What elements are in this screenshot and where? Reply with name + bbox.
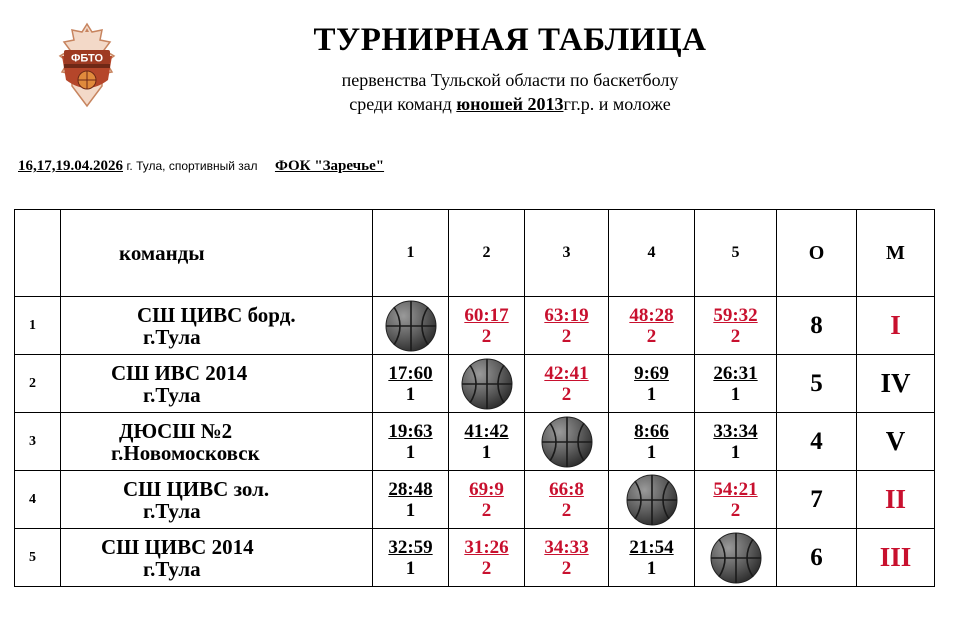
match-points: 1 <box>646 557 657 579</box>
match-points: 1 <box>646 383 657 405</box>
row-number: 1 <box>15 297 61 355</box>
match-score: 32:59 <box>388 536 433 558</box>
match-points: 1 <box>405 441 416 463</box>
match-result-cell <box>449 413 525 471</box>
match-result-cell <box>373 355 449 413</box>
event-venue: ФОК "Заречье" <box>274 158 385 174</box>
subtitle-age-group: юношей 2013 <box>456 94 564 114</box>
match-result-cell <box>695 471 777 529</box>
subtitle-prefix: среди команд <box>349 94 452 114</box>
match-points: 2 <box>481 325 492 347</box>
match-result-cell <box>695 297 777 355</box>
match-points: 2 <box>481 499 492 521</box>
table-row <box>15 413 935 471</box>
team-city: г.Тула <box>143 382 201 407</box>
header-teams: команды <box>61 210 373 297</box>
team-name: СШ ЦИВС 2014 <box>101 534 254 559</box>
final-place: II <box>857 471 935 529</box>
total-points: 8 <box>777 297 857 355</box>
table-row <box>15 529 935 587</box>
match-points: 1 <box>481 441 492 463</box>
match-result-cell <box>525 529 609 587</box>
self-match-cell <box>609 471 695 529</box>
team-name: СШ ЦИВС борд. <box>137 302 296 327</box>
basketball-icon <box>540 415 594 469</box>
match-result-cell <box>525 471 609 529</box>
match-score: 19:63 <box>388 420 433 442</box>
match-score: 31:26 <box>464 536 509 558</box>
match-points: 2 <box>561 383 572 405</box>
match-result-cell <box>373 413 449 471</box>
match-score: 48:28 <box>629 304 674 326</box>
match-score: 8:66 <box>634 420 669 442</box>
match-score: 21:54 <box>629 536 674 558</box>
match-result-cell <box>373 471 449 529</box>
match-score: 9:69 <box>634 362 669 384</box>
basketball-icon <box>625 473 679 527</box>
match-score: 41:42 <box>464 420 509 442</box>
match-result-cell <box>373 529 449 587</box>
total-points: 6 <box>777 529 857 587</box>
page-title: ТУРНИРНАЯ ТАБЛИЦА <box>313 22 707 58</box>
header-game-1: 1 <box>373 210 449 297</box>
header-game-5: 5 <box>695 210 777 297</box>
event-place: г. Тула, спортивный зал <box>126 159 258 173</box>
match-points: 2 <box>646 325 657 347</box>
basketball-icon <box>460 357 514 411</box>
header-place: М <box>857 210 935 297</box>
basketball-icon <box>384 299 438 353</box>
match-points: 1 <box>646 441 657 463</box>
match-result-cell <box>449 529 525 587</box>
match-score: 42:41 <box>544 362 589 384</box>
team-city: г.Тула <box>143 498 201 523</box>
team-city: г.Новомосковск <box>111 440 260 465</box>
match-points: 1 <box>730 383 741 405</box>
match-score: 34:33 <box>544 536 589 558</box>
match-points: 2 <box>730 499 741 521</box>
match-score: 69:9 <box>469 478 504 500</box>
standings-table <box>14 209 935 587</box>
match-score: 26:31 <box>713 362 758 384</box>
header-points: О <box>777 210 857 297</box>
final-place: IV <box>857 355 935 413</box>
table-row <box>15 471 935 529</box>
header-game-4: 4 <box>609 210 695 297</box>
match-result-cell <box>525 297 609 355</box>
event-info <box>18 158 384 175</box>
row-number: 3 <box>15 413 61 471</box>
match-result-cell <box>609 297 695 355</box>
subtitle-line-1: первенства Тульской области по баскетболу <box>341 70 679 90</box>
match-result-cell <box>609 529 695 587</box>
total-points: 7 <box>777 471 857 529</box>
final-place: V <box>857 413 935 471</box>
match-score: 17:60 <box>388 362 433 384</box>
match-points: 1 <box>405 499 416 521</box>
match-result-cell <box>525 355 609 413</box>
total-points: 4 <box>777 413 857 471</box>
self-match-cell <box>695 529 777 587</box>
match-score: 33:34 <box>713 420 758 442</box>
match-points: 2 <box>561 325 572 347</box>
team-cell <box>61 471 373 529</box>
total-points: 5 <box>777 355 857 413</box>
match-result-cell <box>609 355 695 413</box>
match-result-cell <box>449 471 525 529</box>
match-result-cell <box>449 297 525 355</box>
match-points: 1 <box>405 383 416 405</box>
match-score: 60:17 <box>464 304 509 326</box>
self-match-cell <box>525 413 609 471</box>
self-match-cell <box>373 297 449 355</box>
team-city: г.Тула <box>143 556 201 581</box>
subtitle-suffix: гг.р. и моложе <box>563 94 671 114</box>
table-body <box>15 297 935 587</box>
team-name: СШ ЦИВС зол. <box>123 476 270 501</box>
row-number: 2 <box>15 355 61 413</box>
match-points: 2 <box>561 499 572 521</box>
final-place: I <box>857 297 935 355</box>
table-header-row <box>15 210 935 297</box>
federation-logo-icon <box>48 22 126 108</box>
final-place: III <box>857 529 935 587</box>
team-name: СШ ИВС 2014 <box>111 360 248 385</box>
table-row <box>15 355 935 413</box>
match-points: 2 <box>561 557 572 579</box>
match-result-cell <box>695 413 777 471</box>
match-score: 54:21 <box>713 478 758 500</box>
self-match-cell <box>449 355 525 413</box>
match-score: 28:48 <box>388 478 433 500</box>
match-result-cell <box>695 355 777 413</box>
header-game-2: 2 <box>449 210 525 297</box>
match-points: 1 <box>405 557 416 579</box>
match-score: 66:8 <box>549 478 584 500</box>
logo-text: ФБТО <box>70 52 104 65</box>
match-result-cell <box>609 413 695 471</box>
team-cell <box>61 413 373 471</box>
subtitle-line-2 <box>230 94 790 115</box>
row-number: 5 <box>15 529 61 587</box>
event-dates: 16,17,19.04.2026 <box>18 158 123 174</box>
row-number: 4 <box>15 471 61 529</box>
team-city: г.Тула <box>143 324 201 349</box>
header-num-cell <box>15 210 61 297</box>
team-cell <box>61 355 373 413</box>
table-row <box>15 297 935 355</box>
match-points: 2 <box>730 325 741 347</box>
match-points: 1 <box>730 441 741 463</box>
match-points: 2 <box>481 557 492 579</box>
match-score: 59:32 <box>713 304 758 326</box>
basketball-icon <box>709 531 763 585</box>
team-cell <box>61 297 373 355</box>
team-cell <box>61 529 373 587</box>
match-score: 63:19 <box>544 304 589 326</box>
header-game-3: 3 <box>525 210 609 297</box>
team-name: ДЮСШ №2 <box>119 418 233 443</box>
